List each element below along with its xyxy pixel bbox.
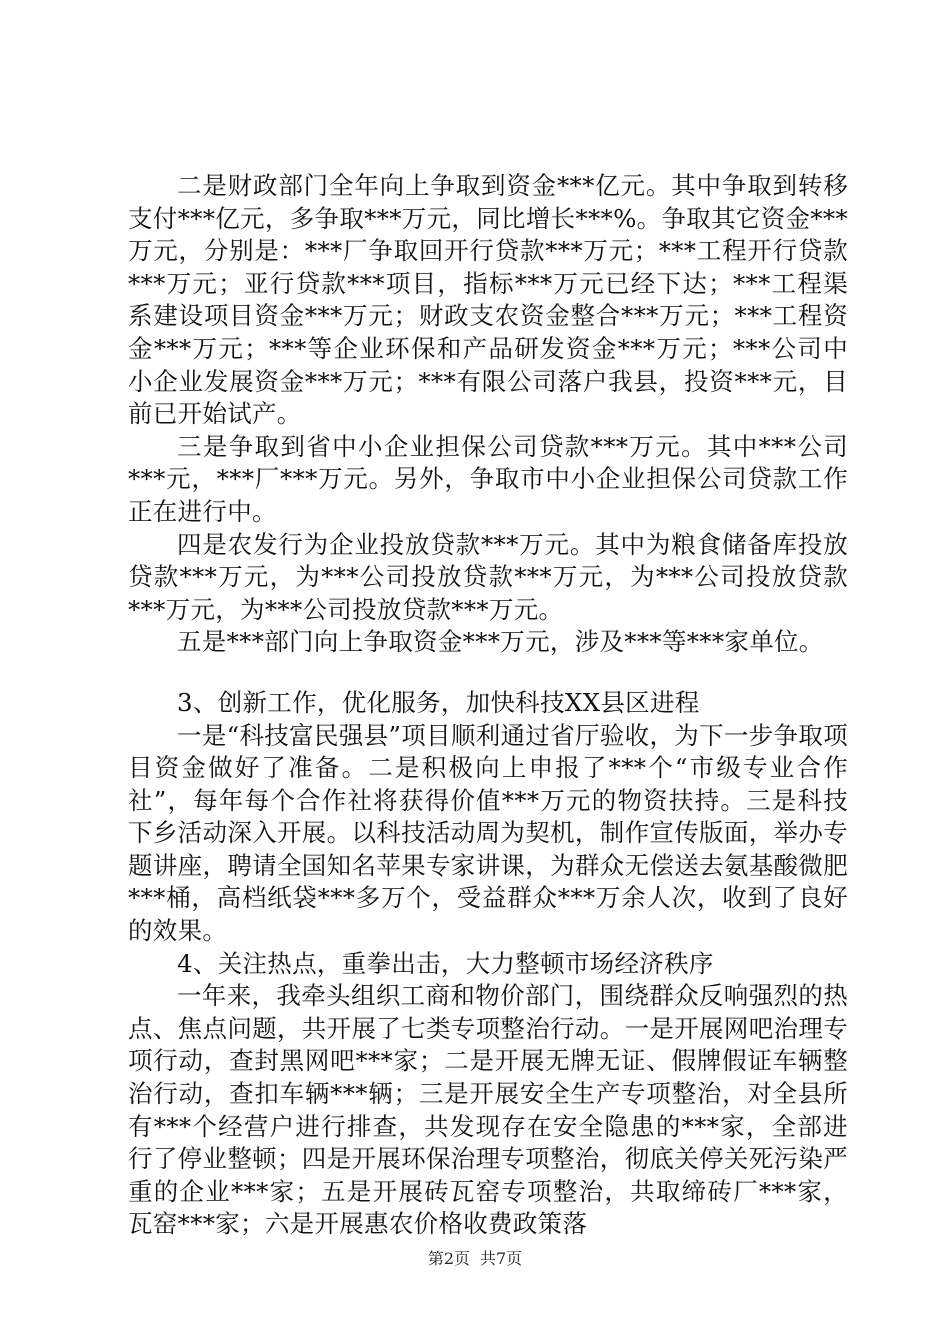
document-body [128, 170, 848, 1241]
paragraph-technology: 一是“科技富民强县”项目顺利通过省厅验收，为下一步争取项目资金做好了准备。二是积极向上申报了***个“市级专业合作社”，每年每个合作社将获得价值***万元的物资扶持。三是科技下乡活动深入开展。以科技活动周为契机，制作宣传版面，举办专题讲座，聘请全国知名苹果专家讲课，为群众无偿送去氨基酸微肥***桶，高档纸袋***多万个，受益群众***万余人次，收到了良好的效果。 [128, 720, 848, 946]
paragraph-fiscal-funding: 二是财政部门全年向上争取到资金***亿元。其中争取到转移支付***亿元，多争取***万元，同比增长***%。争取其它资金***万元，分别是：***厂争取回开行贷款***万元；***工程开行贷款***万元；亚行贷款***项目，指标***万元已经下达；***工程渠系建设项目资金***万元；财政支农资金整合***万元；***工程资金***万元；***等企业环保和产品研发资金***万元；***公司中小企业发展资金***万元；***有限公司落户我县，投资***元，目前已开始试产。 [128, 171, 848, 429]
paragraph-special-rectification: 一年来，我牵头组织工商和物价部门，围绕群众反响强烈的热点、焦点问题，共开展了七类专项整治行动。一是开展网吧治理专项行动，查封黑网吧***家；二是开展无牌无证、假牌假证车辆整治行动，查扣车辆***辆；三是开展安全生产专项整治，对全县所有***个经营户进行排查，共发现存在安全隐患的***家，全部进行了停业整顿；四是开展环保治理专项整治，彻底关停关死污染严重的企业***家；五是开展砖瓦窑专项整治，共取缔砖厂***家，瓦窑***家；六是开展惠农价格收费政策落 [128, 981, 848, 1239]
paragraph-agricultural-bank-loans: 四是农发行为企业投放贷款***万元。其中为粮食储备库投放贷款***万元，为***公司投放贷款***万元，为***公司投放贷款***万元，为***公司投放贷款***万元。 [128, 529, 848, 624]
paragraph-guarantee-loans: 三是争取到省中小企业担保公司贷款***万元。其中***公司***元，***厂***万元。另外，争取市中小企业担保公司贷款工作正在进行中。 [128, 431, 848, 526]
page-total: 共7页 [480, 1249, 523, 1268]
section-heading-market-order: 4、关注热点，重拳出击，大力整顿市场经济秩序 [177, 948, 714, 978]
page-footer [0, 1246, 950, 1269]
page-number: 第2页 [427, 1249, 470, 1268]
paragraph-department-funding: 五是***部门向上争取资金***万元，涉及***等***家单位。 [177, 627, 824, 657]
section-heading-innovation: 3、创新工作，优化服务，加快科技XX县区进程 [177, 687, 700, 717]
